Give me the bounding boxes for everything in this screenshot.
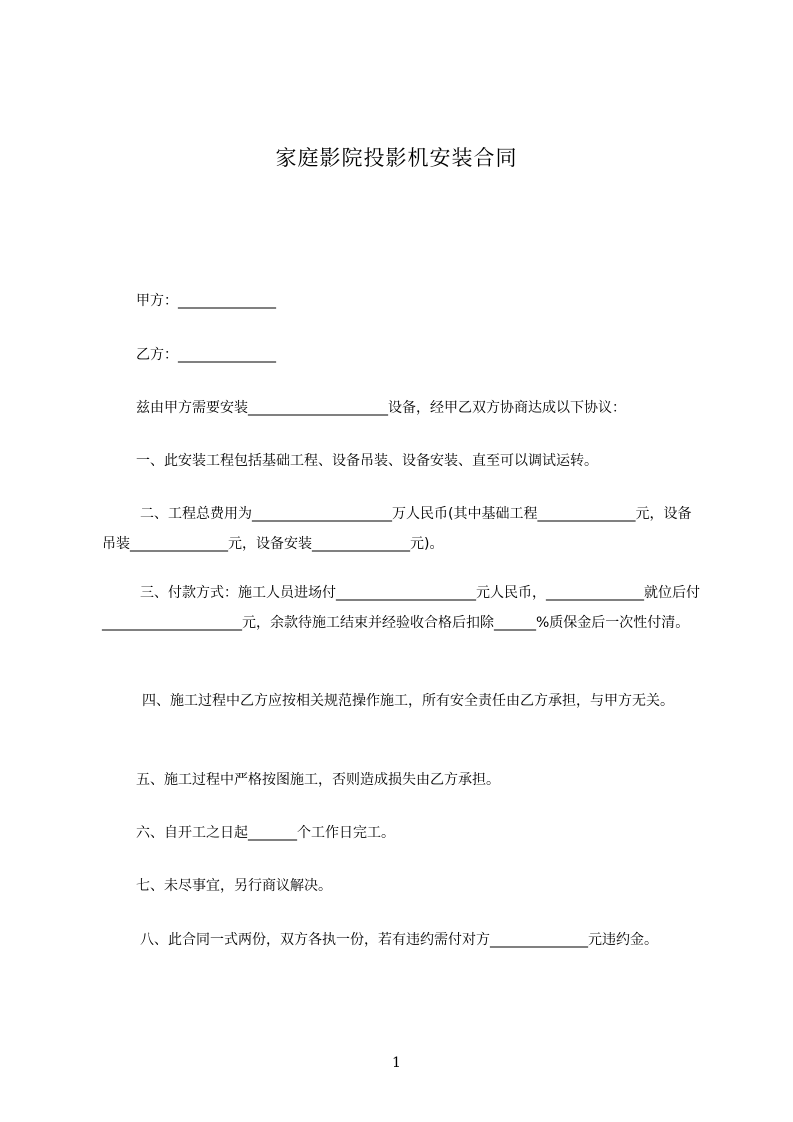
party-b-line: 乙方：______________ [136, 347, 276, 363]
clause-5: 五、施工过程中严格按图施工，否则造成损失由乙方承担。 [136, 772, 500, 788]
page-number: 1 [392, 1055, 401, 1071]
preamble-paragraph: 兹由甲方需要安装____________________设备，经甲乙双方协商达成以下协议： [136, 400, 626, 416]
document-title: 家庭影院投影机安装合同 [275, 146, 518, 170]
party-a-line: 甲方：______________ [136, 293, 276, 309]
clause-3: 三、付款方式：施工人员进场付____________________元人民币，______________就位后付____________________元，余款待施工结束并经验收合格后扣除______%质保金后一次性付清。 [102, 585, 700, 631]
clause-1: 一、此安装工程包括基础工程、设备吊装、设备安装、直至可以调试运转。 [136, 453, 598, 469]
clause-6: 六、自开工之日起_______个工作日完工。 [136, 825, 395, 841]
clause-4: 四、施工过程中乙方应按相关规范操作施工，所有安全责任由乙方承担，与甲方无关。 [142, 693, 674, 709]
clause-8: 八、此合同一式两份，双方各执一份，若有违约需付对方______________元违约金。 [140, 932, 658, 948]
clause-2: 二、工程总费用为____________________万人民币(其中基础工程______________元，设备吊装______________元，设备安装______________元)。 [102, 506, 692, 552]
clause-7: 七、未尽事宜，另行商议解决。 [136, 878, 332, 894]
